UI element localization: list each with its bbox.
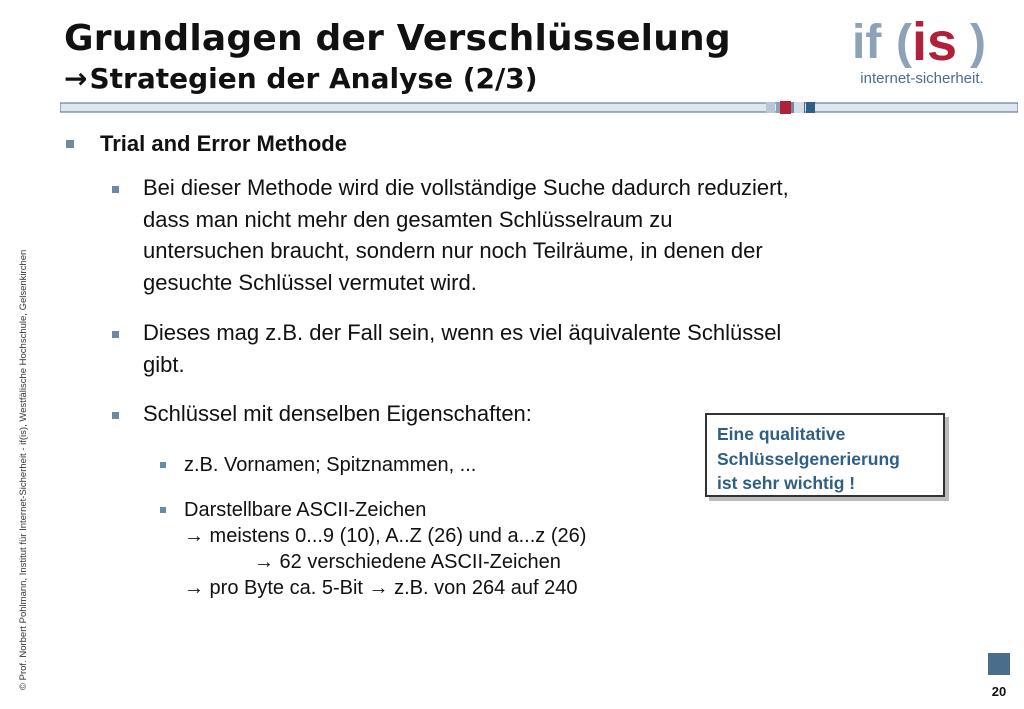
logo-part-is: is xyxy=(912,12,958,72)
header-divider-bar xyxy=(60,100,1018,114)
logo-part-if: if xyxy=(852,16,882,69)
arrow-right-icon: → xyxy=(64,62,88,95)
bullet-square-icon xyxy=(112,412,119,419)
bullet-square-icon xyxy=(112,186,119,193)
logo-part-close-paren: ) xyxy=(970,16,986,69)
bullet-text-1: Bei dieser Methode wird die vollständige Suche dadurch reduziert, dass man nicht mehr den gesamten Schlüsselraum zu untersuchen braucht, sondern nur noch Teilräume, in denen der gesuchte Schlüssel vermutet wird. xyxy=(143,175,789,295)
sub-bullet-text-1: z.B. Vornamen; Spitznammen, ... xyxy=(184,454,477,476)
institute-logo xyxy=(852,10,992,94)
bullet-square-icon xyxy=(160,507,166,513)
bullet-square-icon xyxy=(112,331,119,338)
logo-part-open-paren: ( xyxy=(896,16,912,69)
logo-tagline: internet-sicherheit. xyxy=(860,70,984,87)
logo-graphic xyxy=(852,10,992,72)
section-heading: Trial and Error Methode xyxy=(100,131,347,156)
page-marker-square xyxy=(988,653,1010,675)
callout-box xyxy=(705,413,945,497)
slide-subtitle xyxy=(64,62,538,95)
slide-title: Grundlagen der Verschlüsselung xyxy=(64,18,731,59)
bullet-square-icon xyxy=(66,140,74,148)
callout-line: ist sehr wichtig ! xyxy=(717,473,856,493)
callout-line: Schlüsselgenerierung xyxy=(717,448,900,469)
bullet-square-icon xyxy=(160,462,166,468)
side-copyright: © Prof. Norbert Pohlmann, Institut für Internet-Sicherheit - if(is), Westfälische Hochschule, Gelsenkirchen xyxy=(18,249,29,690)
sub-bullet-text-2: Darstellbare ASCII-Zeichen → meistens 0...9 (10), A..Z (26) und a...z (26) → 62 verschiedene ASCII-Zeichen → pro Byte ca. 5-Bit → z.B. von 264 auf 240 xyxy=(184,499,587,599)
bullet-text-2: Dieses mag z.B. der Fall sein, wenn es viel äquivalente Schlüssel gibt. xyxy=(143,320,782,377)
callout-line: Eine qualitative xyxy=(717,424,846,444)
slide-subtitle-text: Strategien der Analyse (2/3) xyxy=(89,62,538,95)
page-number: 20 xyxy=(991,684,1007,699)
bullet-text-3: Schlüssel mit denselben Eigenschaften: xyxy=(143,401,532,426)
